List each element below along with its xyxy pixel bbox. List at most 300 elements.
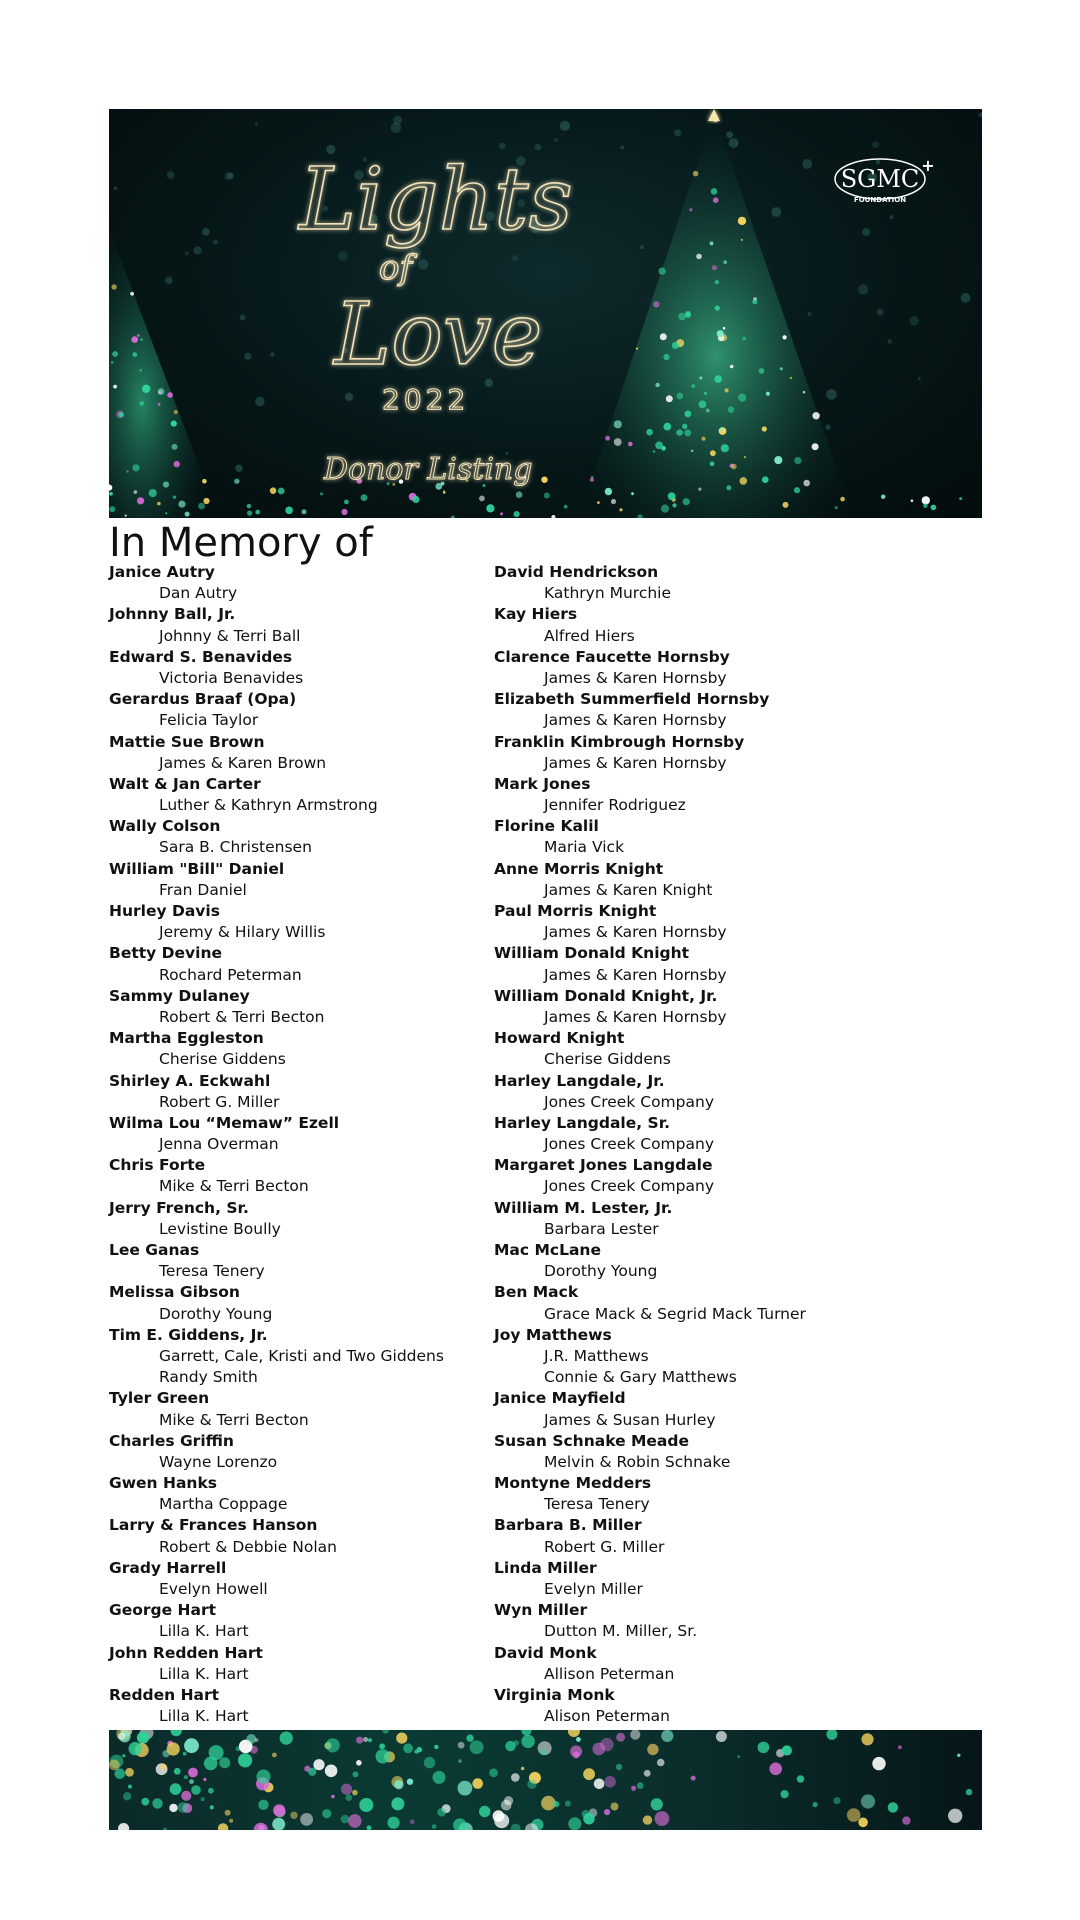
bokeh-light — [931, 505, 937, 511]
bokeh-light — [721, 444, 729, 452]
bokeh-light — [978, 112, 982, 117]
bokeh-light — [666, 395, 673, 402]
honoree-name: Clarence Faucette Hornsby — [494, 647, 730, 666]
bokeh-light — [285, 507, 293, 515]
memorial-entry — [109, 1028, 489, 1070]
bokeh-light — [165, 512, 167, 514]
bokeh-light — [240, 315, 246, 321]
bokeh-light — [527, 1780, 536, 1789]
bokeh-light — [118, 1823, 129, 1830]
bokeh-light — [152, 1798, 162, 1808]
bokeh-light — [564, 505, 568, 509]
bokeh-light — [521, 1735, 534, 1748]
donor-name: James & Karen Hornsby — [544, 711, 727, 730]
bokeh-light — [723, 327, 726, 330]
bokeh-light — [565, 1801, 571, 1807]
honoree-name: Harley Langdale, Jr. — [494, 1071, 665, 1090]
honoree-name: William "Bill" Daniel — [109, 859, 285, 878]
bokeh-light — [597, 501, 600, 504]
bokeh-light — [738, 394, 746, 402]
memorial-entry — [109, 816, 489, 858]
bokeh-light — [167, 392, 173, 398]
bokeh-light — [185, 251, 189, 255]
donor-name: Lilla K. Hart — [159, 1664, 249, 1683]
memorial-entry — [109, 1155, 489, 1197]
bokeh-light — [453, 1818, 467, 1830]
bokeh-light — [499, 143, 505, 149]
bokeh-light — [353, 1771, 359, 1777]
bokeh-light — [872, 1757, 885, 1770]
bokeh-light — [326, 1738, 340, 1752]
bokeh-light — [616, 1764, 622, 1770]
honoree-name: Walt & Jan Carter — [109, 774, 261, 793]
bokeh-light — [140, 338, 143, 341]
honoree-name: Barbara B. Miller — [494, 1516, 642, 1535]
bokeh-light — [131, 336, 138, 343]
bokeh-light — [407, 1779, 413, 1785]
bokeh-light — [458, 1781, 473, 1796]
bokeh-light — [346, 1794, 353, 1801]
bokeh-light — [516, 491, 523, 498]
bokeh-light — [273, 1804, 285, 1816]
bokeh-light — [132, 464, 139, 471]
donor-name: Robert & Debbie Nolan — [159, 1537, 337, 1556]
sgmc-logo — [835, 156, 935, 204]
bokeh-light — [363, 1737, 368, 1742]
memorial-entry — [109, 1282, 489, 1324]
bokeh-light — [470, 1740, 484, 1754]
memorial-entry — [494, 1198, 964, 1240]
honoree-name: John Redden Hart — [109, 1643, 263, 1662]
bokeh-light — [479, 1806, 490, 1817]
bokeh-light — [109, 1760, 120, 1771]
bokeh-light — [167, 171, 175, 179]
memorial-entry — [109, 1600, 489, 1642]
bokeh-light — [713, 197, 719, 203]
bokeh-light — [191, 1785, 201, 1795]
bokeh-light — [560, 121, 570, 131]
bokeh-light — [691, 450, 693, 452]
bokeh-light — [111, 361, 114, 364]
memorial-entry — [494, 943, 964, 985]
memorial-entry — [494, 1685, 964, 1727]
honoree-name: Linda Miller — [494, 1558, 597, 1577]
memorial-entry — [109, 1558, 489, 1600]
bokeh-light — [653, 450, 656, 453]
memorial-entry — [109, 1685, 489, 1727]
bokeh-light — [544, 493, 550, 499]
memorial-entry — [494, 1155, 964, 1197]
honoree-name: Florine Kalil — [494, 817, 599, 836]
bokeh-light — [715, 280, 719, 284]
bokeh-light — [663, 354, 669, 360]
memorial-entry — [494, 1643, 964, 1685]
bokeh-light — [361, 494, 368, 501]
right-tree — [579, 114, 854, 518]
bokeh-light — [225, 1810, 231, 1816]
bokeh-light — [794, 487, 800, 493]
bokeh-light — [948, 1809, 962, 1823]
bokeh-light — [762, 476, 769, 483]
bokeh-light — [512, 255, 518, 261]
bokeh-light — [227, 173, 233, 179]
honoree-name: Kay Hiers — [494, 605, 578, 624]
donor-name: Jeremy & Hilary Willis — [159, 923, 326, 942]
bokeh-light — [614, 438, 622, 446]
honoree-name: William Donald Knight — [494, 944, 690, 963]
bokeh-light — [472, 1778, 483, 1789]
donor-name: Dan Autry — [159, 584, 238, 603]
bokeh-light — [812, 443, 819, 450]
bokeh-light — [443, 491, 446, 494]
bokeh-light — [109, 492, 113, 496]
bokeh-light — [302, 509, 307, 514]
bokeh-light — [255, 397, 264, 406]
bokeh-light — [646, 429, 653, 436]
bokeh-light — [256, 1770, 270, 1784]
bokeh-light — [911, 499, 914, 502]
bokeh-light — [769, 1763, 782, 1776]
bokeh-light — [114, 187, 117, 190]
bokeh-light — [840, 497, 845, 502]
bokeh-light — [771, 207, 781, 217]
memorial-entry — [494, 1028, 964, 1070]
bokeh-light — [636, 348, 638, 350]
bokeh-light — [738, 217, 746, 225]
bokeh-light — [741, 239, 743, 241]
bokeh-light — [655, 383, 659, 387]
donor-name: Alison Peterman — [544, 1707, 670, 1726]
bokeh-light — [489, 1768, 498, 1777]
memorial-entry — [494, 689, 964, 731]
donor-name: James & Karen Hornsby — [544, 668, 727, 687]
bokeh-light — [685, 312, 691, 318]
bokeh-light — [847, 1808, 861, 1822]
memorial-entry — [494, 732, 964, 774]
memorial-entry — [109, 647, 489, 689]
honoree-name: David Monk — [494, 1643, 597, 1662]
bokeh-light — [677, 393, 684, 400]
bokeh-light — [379, 1743, 385, 1749]
donor-name: Robert G. Miller — [159, 1092, 280, 1111]
bokeh-light — [682, 424, 687, 429]
bokeh-light — [352, 1790, 358, 1796]
bokeh-light — [758, 1742, 770, 1754]
bokeh-light — [170, 1783, 182, 1795]
honoree-name: Chris Forte — [109, 1156, 206, 1175]
bokeh-light — [887, 339, 891, 343]
bokeh-light — [511, 1773, 520, 1782]
bokeh-light — [158, 388, 165, 395]
bokeh-light — [790, 377, 792, 379]
banner-subtitle: Donor Listing — [324, 452, 533, 487]
donor-name: Barbara Lester — [544, 1219, 659, 1238]
honoree-name: Mark Jones — [494, 774, 591, 793]
honoree-name: Howard Knight — [494, 1029, 625, 1048]
bokeh-light — [826, 1730, 837, 1740]
script-title-line2: of — [379, 248, 413, 288]
bokeh-light — [774, 456, 782, 464]
bokeh-light — [605, 488, 612, 495]
bokeh-light — [725, 388, 729, 392]
bokeh-light — [174, 410, 178, 414]
bokeh-light — [137, 497, 144, 504]
bokeh-light — [803, 480, 810, 487]
bokeh-light — [731, 464, 737, 470]
honoree-name: Franklin Kimbrough Hornsby — [494, 732, 745, 751]
bokeh-light — [726, 131, 733, 138]
bokeh-light — [201, 1797, 205, 1801]
bokeh-light — [699, 377, 702, 380]
bokeh-light — [729, 138, 739, 148]
bokeh-light — [202, 228, 210, 236]
bokeh-light — [198, 503, 205, 510]
bokeh-light — [728, 406, 735, 413]
bokeh-light — [247, 504, 251, 508]
bokeh-light — [712, 265, 717, 270]
bokeh-light — [717, 330, 724, 337]
donor-name: Jones Creek Company — [544, 1177, 714, 1196]
bokeh-light — [218, 1823, 228, 1830]
donor-name: Mike & Terri Becton — [159, 1410, 309, 1429]
bokeh-light — [505, 1741, 515, 1751]
bokeh-light — [132, 352, 137, 357]
bokeh-light — [742, 337, 746, 341]
bokeh-light — [119, 412, 124, 417]
donor-name: Jones Creek Company — [544, 1135, 714, 1154]
bokeh-light — [157, 502, 161, 506]
honoree-name: William Donald Knight, Jr. — [494, 986, 718, 1005]
bokeh-light — [672, 503, 676, 507]
honoree-name: Ben Mack — [494, 1283, 579, 1302]
bokeh-light — [730, 365, 734, 369]
donor-name: Wayne Lorenzo — [159, 1452, 278, 1471]
memorial-entry — [109, 1113, 489, 1155]
bokeh-light — [783, 335, 787, 339]
donor-name: James & Karen Hornsby — [544, 965, 727, 984]
bokeh-light — [403, 1743, 413, 1753]
memorial-entry — [109, 986, 489, 1028]
bokeh-light — [744, 456, 746, 458]
bokeh-light — [235, 465, 243, 473]
donor-name: Rochard Peterman — [159, 965, 302, 984]
bokeh-light — [112, 351, 118, 357]
donor-name: Melvin & Robin Schnake — [544, 1452, 731, 1471]
bokeh-light — [434, 1745, 438, 1749]
bokeh-light — [149, 489, 157, 497]
bokeh-light — [714, 375, 722, 383]
bokeh-light — [345, 393, 353, 401]
bokeh-light — [278, 488, 285, 495]
bokeh-light — [160, 1764, 166, 1770]
honoree-name: Johnny Ball, Jr. — [109, 605, 236, 624]
bokeh-light — [433, 1771, 446, 1784]
honoree-name: Edward S. Benavides — [109, 647, 293, 666]
bokeh-light — [418, 259, 428, 269]
bokeh-light — [255, 123, 258, 126]
footer-artwork — [109, 1730, 982, 1830]
bokeh-light — [382, 1730, 389, 1734]
section-title: In Memory of — [109, 520, 373, 566]
memorial-entry — [494, 774, 964, 816]
bokeh-light — [486, 504, 494, 512]
bokeh-light — [640, 245, 644, 249]
bokeh-light — [715, 306, 720, 311]
memorial-entry — [109, 943, 489, 985]
bokeh-light — [711, 188, 718, 195]
bokeh-light — [229, 1819, 233, 1823]
memorial-entry — [494, 1113, 964, 1155]
bokeh-light — [684, 429, 691, 436]
bokeh-light — [254, 1823, 268, 1830]
bokeh-light — [213, 240, 218, 245]
left-column — [109, 562, 489, 1727]
honoree-name: Joy Matthews — [494, 1325, 612, 1344]
honoree-name: Redden Hart — [109, 1685, 220, 1704]
memorial-entry — [494, 1558, 964, 1600]
bokeh-light — [833, 1797, 840, 1804]
bokeh-light — [325, 1765, 338, 1778]
honoree-name: Betty Devine — [109, 944, 222, 963]
bokeh-light — [202, 479, 207, 484]
bokeh-light — [391, 1797, 404, 1810]
bokeh-light — [514, 511, 520, 517]
memorial-entry — [494, 986, 964, 1028]
bokeh-light — [922, 496, 930, 504]
bokeh-light — [723, 260, 727, 264]
bokeh-light — [590, 478, 594, 482]
bokeh-light — [178, 1802, 189, 1813]
donor-name: James & Karen Knight — [544, 880, 713, 899]
memorial-entry — [494, 1431, 964, 1473]
honoree-name: Gerardus Braaf (Opa) — [109, 690, 297, 709]
bokeh-light — [689, 208, 692, 211]
memorial-entry — [109, 1198, 489, 1240]
bokeh-light — [183, 1752, 187, 1756]
honoree-name: Janice Mayfield — [494, 1389, 626, 1408]
banner-artwork — [109, 109, 982, 518]
bokeh-light — [611, 499, 616, 504]
donor-name: Dorothy Young — [159, 1304, 273, 1323]
donor-name: Fran Daniel — [159, 880, 247, 899]
bokeh-light — [158, 403, 161, 406]
bokeh-light — [210, 1805, 214, 1809]
bokeh-light — [113, 385, 117, 389]
donor-name: James & Karen Brown — [159, 753, 327, 772]
memorial-entry — [109, 1431, 489, 1473]
donor-name: Cherise Giddens — [544, 1050, 671, 1069]
bokeh-light — [163, 1828, 166, 1830]
bokeh-light — [568, 1730, 580, 1737]
bokeh-light — [573, 1751, 580, 1758]
bokeh-light — [710, 462, 715, 467]
bokeh-light — [394, 1780, 403, 1789]
bokeh-light — [511, 1824, 521, 1830]
honoree-name: Elizabeth Summerfield Hornsby — [494, 690, 770, 709]
bokeh-light — [782, 1745, 792, 1755]
bokeh-light — [344, 500, 349, 505]
bokeh-light — [414, 1750, 418, 1754]
bokeh-light — [802, 159, 812, 169]
bokeh-light — [134, 490, 138, 494]
bokeh-light — [412, 496, 419, 503]
bokeh-light — [611, 1803, 619, 1811]
bokeh-light — [270, 487, 277, 494]
bokeh-light — [592, 1743, 605, 1756]
memorial-entry — [494, 1240, 964, 1282]
bokeh-light — [576, 1737, 581, 1742]
bokeh-light — [710, 241, 714, 245]
bokeh-light — [541, 1749, 547, 1755]
bokeh-light — [780, 367, 783, 370]
bokeh-light — [825, 424, 830, 429]
donor-name: Alfred Hiers — [544, 626, 635, 645]
donor-name: Felicia Taylor — [159, 711, 259, 730]
donor-name: Levistine Boully — [159, 1219, 281, 1238]
bokeh-light — [169, 1804, 177, 1812]
bokeh-light — [759, 368, 765, 374]
bokeh-light — [699, 401, 707, 409]
bokeh-light — [391, 123, 402, 134]
honoree-name: Susan Schnake Meade — [494, 1431, 689, 1450]
bokeh-light — [643, 1815, 652, 1824]
memorial-entry — [109, 1325, 489, 1389]
bokeh-light — [594, 1779, 605, 1790]
bokeh-light — [616, 1733, 625, 1742]
bokeh-light — [270, 352, 274, 356]
donor-name: Teresa Tenery — [544, 1495, 650, 1514]
bokeh-light — [658, 267, 665, 274]
bokeh-light — [126, 470, 128, 472]
bokeh-light — [458, 1759, 462, 1763]
header-banner — [109, 109, 982, 518]
bokeh-light — [685, 411, 692, 418]
honoree-name: Anne Morris Knight — [494, 859, 664, 878]
donor-name: Lilla K. Hart — [159, 1707, 249, 1726]
bokeh-light — [356, 1760, 362, 1766]
banner-year: 2022 — [382, 383, 470, 416]
bokeh-light — [621, 146, 625, 150]
bokeh-light — [783, 502, 789, 508]
bokeh-light — [691, 1776, 696, 1781]
bokeh-light — [367, 1825, 372, 1830]
bokeh-light — [888, 1802, 898, 1812]
bokeh-light — [807, 312, 811, 316]
bokeh-light — [918, 377, 921, 380]
bokeh-light — [451, 516, 454, 518]
bokeh-light — [693, 171, 699, 177]
donor-name: Garrett, Cale, Kristi and Two Giddens — [159, 1346, 444, 1365]
donor-name: James & Karen Hornsby — [544, 753, 727, 772]
bokeh-light — [356, 1737, 363, 1744]
bokeh-light — [862, 228, 870, 236]
honoree-name: Sammy Dulaney — [109, 986, 250, 1005]
bokeh-light — [466, 1734, 473, 1741]
memorial-entry — [109, 1388, 489, 1430]
bokeh-light — [341, 1815, 350, 1824]
bokeh-light — [174, 461, 180, 467]
donor-name: Allison Peterman — [544, 1664, 675, 1683]
donor-name: Randy Smith — [159, 1368, 258, 1387]
bokeh-light — [661, 1730, 673, 1742]
bokeh-light — [877, 309, 884, 316]
logo-text: SGMC — [840, 165, 920, 193]
bokeh-light — [781, 1790, 789, 1798]
memorial-entry — [494, 859, 964, 901]
bokeh-light — [139, 401, 144, 406]
honoree-name: Harley Langdale, Sr. — [494, 1113, 671, 1132]
bokeh-light — [290, 1812, 297, 1819]
